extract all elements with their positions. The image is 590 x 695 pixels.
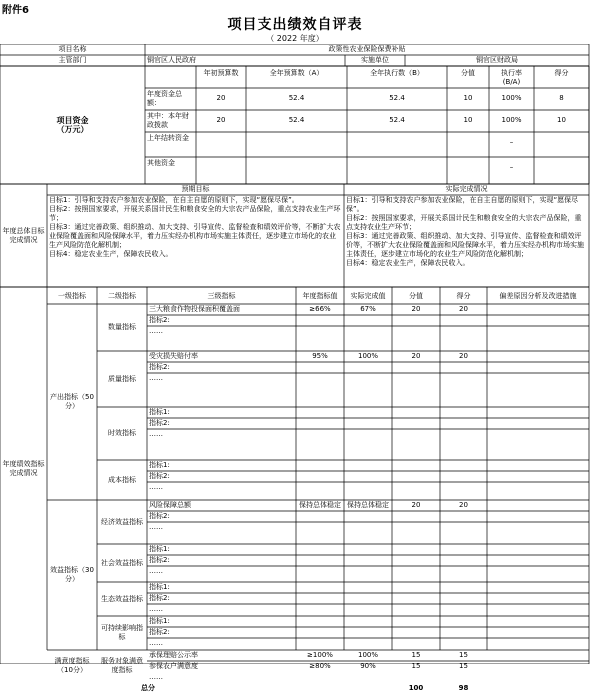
level3-indicator: 指标2: (149, 419, 170, 427)
level3-indicator: 受灾损失赔付率 (149, 352, 198, 360)
level3-indicator: 指标2: (149, 316, 170, 324)
funds-value (449, 138, 487, 148)
funds-header: 全年执行数（B） (370, 69, 424, 77)
actual-value: 67% (360, 305, 376, 313)
level2-economic: 经济效益指标 (101, 517, 143, 526)
impl-value: 铜官区财政局 (476, 56, 518, 64)
level3-indicator: 指标1: (149, 617, 170, 625)
level3-indicator: 指标2: (149, 594, 170, 602)
level2-cost: 成本指标 (108, 475, 136, 484)
goal-item: 目标2：按照国家要求，开展关系国计民生和粮食安全的大宗农产品保险，重点支持农业生产环节； (49, 205, 341, 222)
funds-label: 项目资金 （万元） (56, 116, 89, 134)
level2-timeliness: 时效指标 (108, 429, 136, 437)
level2-quantity: 数量指标 (108, 323, 136, 331)
level3-indicator: 参保农户满意度 (149, 662, 198, 670)
funds-value (449, 163, 487, 173)
actual-value: 保持总体稳定 (347, 501, 389, 509)
funds-value (536, 163, 587, 173)
actual-value: 100% (357, 651, 378, 659)
funds-value (349, 138, 445, 148)
actual-header: 实际完成情况 (445, 185, 488, 193)
planned-header: 预期目标 (181, 185, 210, 193)
level3-indicator: 三大粮食作物投保面积覆盖面 (149, 305, 240, 313)
actual-goals (346, 196, 587, 286)
level3-indicator: 指标1: (149, 408, 170, 416)
level1-output: 产出指标（50分） (50, 393, 94, 410)
level3-indicator: 指标1: (149, 545, 170, 553)
page-title: 项目支出绩效自评表 (227, 17, 363, 33)
funds-header: 执行率 (B/A) (501, 69, 522, 86)
funds-value: – (509, 163, 514, 171)
level3-indicator: 指标2: (149, 512, 170, 520)
funds-header: 全年预算数（A） (269, 69, 324, 77)
funds-value (248, 138, 345, 148)
actual-value: 90% (360, 662, 376, 670)
goals-label: 年度总体目标完成情况 (2, 226, 45, 244)
funds-value: 100% (501, 94, 522, 102)
level2-social: 社会效益指标 (101, 558, 143, 567)
got-value: 20 (459, 501, 468, 509)
impl-label: 实施单位 (361, 56, 389, 64)
funds-value: 52.4 (288, 94, 305, 102)
funds-value (198, 163, 244, 173)
total-label: 总分 (141, 684, 155, 692)
target-value: ≥66% (309, 305, 331, 313)
perf-label: 年度绩效指标完成情况 (2, 459, 45, 477)
funds-value (349, 163, 445, 173)
score-value: 20 (411, 305, 421, 313)
actual-value: 100% (357, 352, 378, 360)
goal-item: 目标3：通过完善政策、组织推动、加大支持、引导宣传、监督检查和绩效评价等，不断扩大农业保险覆盖面和风险保障水平，着力压实经办机构市场实施主体责任，逐步建立市场化的农业生产风险防范化解机制； (49, 223, 341, 249)
dept-label: 主管部门 (58, 56, 87, 64)
funds-row-label: 年度资金总额： (147, 90, 182, 107)
total-score: 100 (408, 684, 424, 692)
dept-value: 铜官区人民政府 (147, 56, 196, 64)
perf-header: 得分 (456, 291, 471, 300)
project-name-label: 项目名称 (58, 45, 87, 53)
level3-indicator: …… (149, 605, 163, 613)
level2-sustainable: 可持续影响指标 (101, 624, 143, 641)
level3-indicator: 指标2: (149, 472, 170, 480)
funds-value: 10 (463, 116, 473, 124)
funds-value (248, 163, 345, 173)
level3-indicator: 指标2: (149, 363, 170, 371)
got-value: 15 (459, 662, 468, 670)
level3-indicator: …… (149, 639, 163, 647)
perf-header: 偏差原因分析及改进措施 (499, 291, 577, 300)
funds-value: 52.4 (389, 94, 405, 102)
perf-header: 分值 (409, 291, 423, 300)
got-value: 20 (459, 305, 468, 313)
total-got: 98 (458, 684, 469, 692)
goal-item: 目标4：稳定农业生产，保障农民收入。 (49, 250, 173, 258)
score-value: 15 (411, 651, 421, 659)
level3-indicator: 指标1: (149, 583, 170, 591)
level3-indicator: …… (149, 483, 163, 491)
funds-value: – (509, 138, 514, 146)
funds-value: 100% (501, 116, 522, 124)
level3-indicator: …… (149, 327, 163, 335)
perf-header: 实际完成值 (350, 291, 386, 300)
planned-goals (49, 196, 342, 286)
perf-header: 三级指标 (207, 291, 236, 300)
level1-effect: 效益指标（30分） (50, 566, 94, 583)
funds-value: 20 (216, 94, 226, 102)
level3-indicator: 指标1: (149, 461, 170, 469)
perf-header: 年度指标值 (302, 291, 338, 300)
funds-row-label: 其中：本年财政拨款 (147, 112, 189, 129)
funds-value (198, 138, 244, 148)
target-value: ≥80% (309, 662, 331, 670)
funds-row-label: 上年结转资金 (147, 134, 189, 142)
perf-header: 一级指标 (58, 291, 86, 300)
level2-ecological: 生态效益指标 (101, 594, 143, 603)
level3-indicator: …… (149, 523, 163, 531)
goal-item: 目标1：引导和支持农户参加农业保险，在自主自愿的原则下，实现“愿保尽保”。 (346, 196, 579, 213)
funds-header: 年初预算数 (203, 69, 239, 77)
evaluation-table (0, 44, 590, 692)
funds-value: 10 (557, 116, 566, 124)
score-value: 15 (411, 662, 421, 670)
got-value: 15 (459, 651, 468, 659)
target-value: 95% (312, 352, 328, 360)
level3-indicator: …… (149, 430, 163, 438)
funds-value: 52.4 (389, 116, 405, 124)
funds-value: 52.4 (288, 116, 305, 124)
got-value: 20 (459, 352, 468, 360)
level1-satisfaction: 满意度指标（10分） (54, 657, 90, 674)
funds-value (536, 138, 587, 148)
goal-item: 目标4：稳定农业生产，保障农民收入。 (346, 259, 470, 267)
funds-header: 得分 (554, 69, 569, 77)
level3-indicator: 承保理赔公示率 (149, 651, 198, 659)
funds-value: 20 (216, 116, 226, 124)
project-name-value: 政策性农业保险保费补贴 (328, 45, 406, 53)
level3-indicator: …… (149, 374, 163, 382)
goal-item: 目标2：按照国家要求，开展关系国计民生和粮食安全的大宗农产品保险，重点支持农业生产环节； (346, 214, 582, 231)
target-value: ≥100% (307, 651, 333, 659)
score-value: 20 (411, 501, 421, 509)
level3-indicator: 指标2: (149, 628, 170, 636)
level3-indicator: 风险保障总额 (149, 501, 191, 509)
perf-header: 二级指标 (108, 291, 136, 300)
goal-item: 目标1：引导和支持农户参加农业保险，在自主自愿的原则下，实现“愿保尽保”。 (49, 196, 299, 204)
annex-label: 附件6 (2, 5, 29, 16)
target-value: 保持总体稳定 (299, 501, 341, 509)
funds-value: 10 (463, 94, 473, 102)
level3-indicator: 指标2: (149, 556, 170, 564)
goal-item: 目标3：通过完善政策、组织推动、加大支持、引导宣传、监督检查和绩效评价等，不断扩大农业保险覆盖面和风险保障水平，着力压实经办机构市场实施主体责任，逐步建立市场化的农业生产风险防范化解机制； (346, 232, 584, 258)
level2-service: 服务对象满意度指标 (101, 657, 143, 674)
funds-header: 分值 (461, 69, 475, 77)
level2-quality: 质量指标 (108, 374, 136, 383)
funds-row-label: 其他资金 (147, 159, 175, 167)
score-value: 20 (411, 352, 421, 360)
funds-value: 8 (559, 94, 564, 102)
level3-indicator: …… (149, 673, 163, 681)
level3-indicator: …… (149, 567, 163, 575)
year-line: （ 2022 年度） (266, 34, 324, 43)
